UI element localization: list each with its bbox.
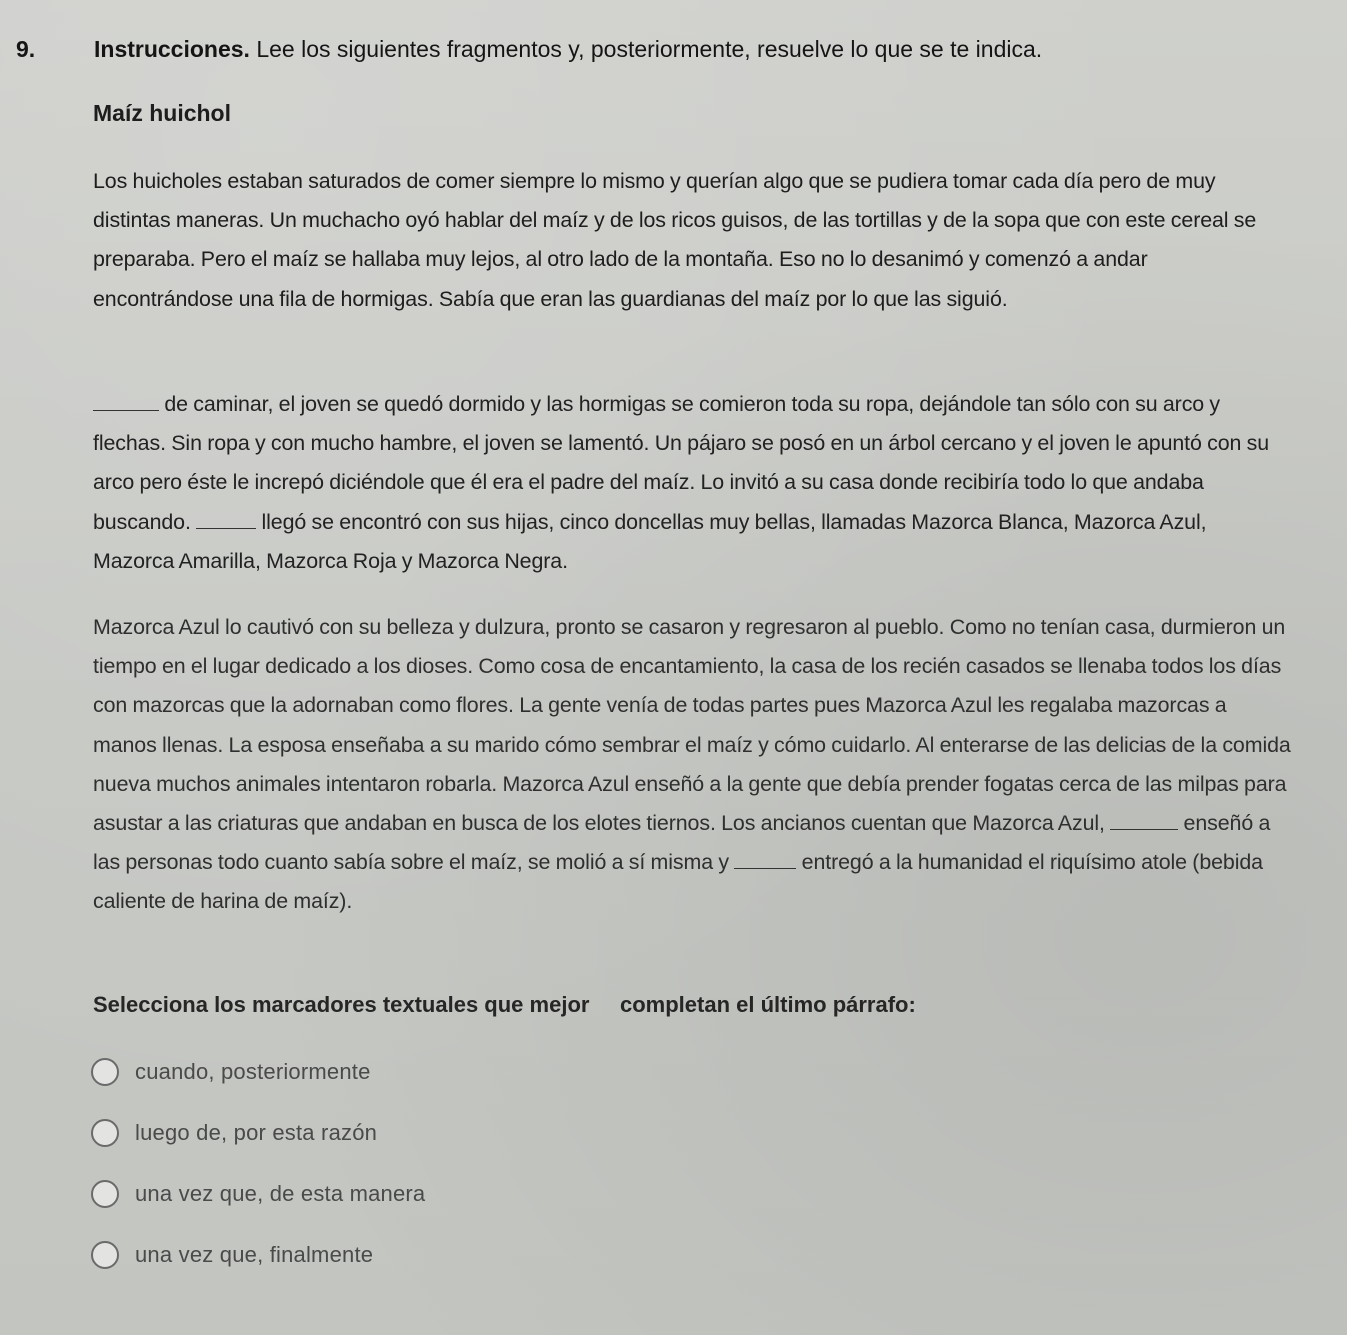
blank-2 <box>196 510 256 529</box>
paragraph-2-part-a: de caminar, el joven se quedó dormido y las hormigas se comieron toda su ropa, dejándole tan sólo con su arco y flechas. Sin ropa y con mucho hambre, el joven se lamentó. Un pájaro se posó en un árbol cercano y el joven le apuntó con su arco pero éste le increpó diciéndole que él era el padre del maíz. Lo invitó a su casa donde recibiría todo lo que andaba buscando. <box>93 392 1270 534</box>
answer-option-2[interactable] <box>91 1116 377 1150</box>
paragraph-3-part-b: enseñó a las personas todo cuanto sabía sobre el maíz, se molió a sí misma y <box>93 811 1271 875</box>
paragraph-3-part-a: Mazorca Azul lo cautivó con su belleza y dulzura, pronto se casaron y regresaron al pueblo. Como no tenían casa, durmieron un tiempo en el lugar dedicado a los dioses. Como cosa de encantamiento, la casa de los recién casados se llenaba todos los días con mazorcas que la adornaban como flores. La gente venía de todas partes pues Mazorca Azul les regalaba mazorcas a manos llenas. La esposa enseñaba a su marido cómo sembrar el maíz y cómo cuidarlo. Al enterarse de las delicias de la comida nueva muchos animales intentaron robarla. Mazorca Azul enseñó a la gente que debía prender fogatas cerca de las milpas para asustar a las criaturas que andaban en busca de los elotes tiernos. Los ancianos cuentan que Mazorca Azul, <box>93 615 1291 836</box>
question-prompt: Selecciona los marcadores textuales que mejor completan el último párrafo: <box>93 992 916 1017</box>
instruction-lead: Instrucciones. <box>94 36 250 62</box>
blank-1 <box>93 392 159 411</box>
paragraph-1: Los huicholes estaban saturados de comer siempre lo mismo y querían algo que se pudiera tomar cada día pero de muy distintas maneras. Un muchacho oyó hablar del maíz y de los ricos guisos, de las tortillas y de la sopa que con este cereal se preparaba. Pero el maíz se hallaba muy lejos, al otro lado de la montaña. Eso no lo desanimó y comenzó a andar encontrándose una fila de hormigas. Sabía que eran las guardianas del maíz por lo que las siguió. <box>93 169 1257 311</box>
option-label: luego de, por esta razón <box>135 1120 378 1145</box>
answer-option-1[interactable] <box>91 1055 371 1089</box>
radio-button-icon[interactable] <box>91 1180 119 1208</box>
paragraph-3 <box>93 608 1293 922</box>
option-label: una vez que, finalmente <box>135 1242 374 1267</box>
option-label: una vez que, de esta manera <box>135 1181 426 1206</box>
radio-button-icon[interactable] <box>91 1119 119 1147</box>
reading-title: Maíz huichol <box>93 100 231 126</box>
blank-3 <box>1110 811 1178 830</box>
paragraph-2-part-b: llegó se encontró con sus hijas, cinco doncellas muy bellas, llamadas Mazorca Blanca, Mazorca Azul, Mazorca Amarilla, Mazorca Roja y Mazorca Negra. <box>93 509 1207 573</box>
answer-option-3[interactable] <box>91 1177 425 1211</box>
question-number: 9. <box>16 36 36 62</box>
radio-button-icon[interactable] <box>91 1058 119 1086</box>
blank-4 <box>734 850 796 869</box>
question-instruction <box>16 30 1316 68</box>
paragraph-3-part-c: entregó a la humanidad el riquísimo atole (bebida caliente de harina de maíz). <box>93 850 1263 914</box>
answer-option-4[interactable] <box>91 1238 373 1272</box>
paragraph-2 <box>93 385 1293 581</box>
radio-button-icon[interactable] <box>91 1241 119 1269</box>
instruction-text: Lee los siguientes fragmentos y, posteriormente, resuelve lo que se te indica. <box>249 36 1043 62</box>
option-label: cuando, posteriormente <box>135 1059 371 1084</box>
